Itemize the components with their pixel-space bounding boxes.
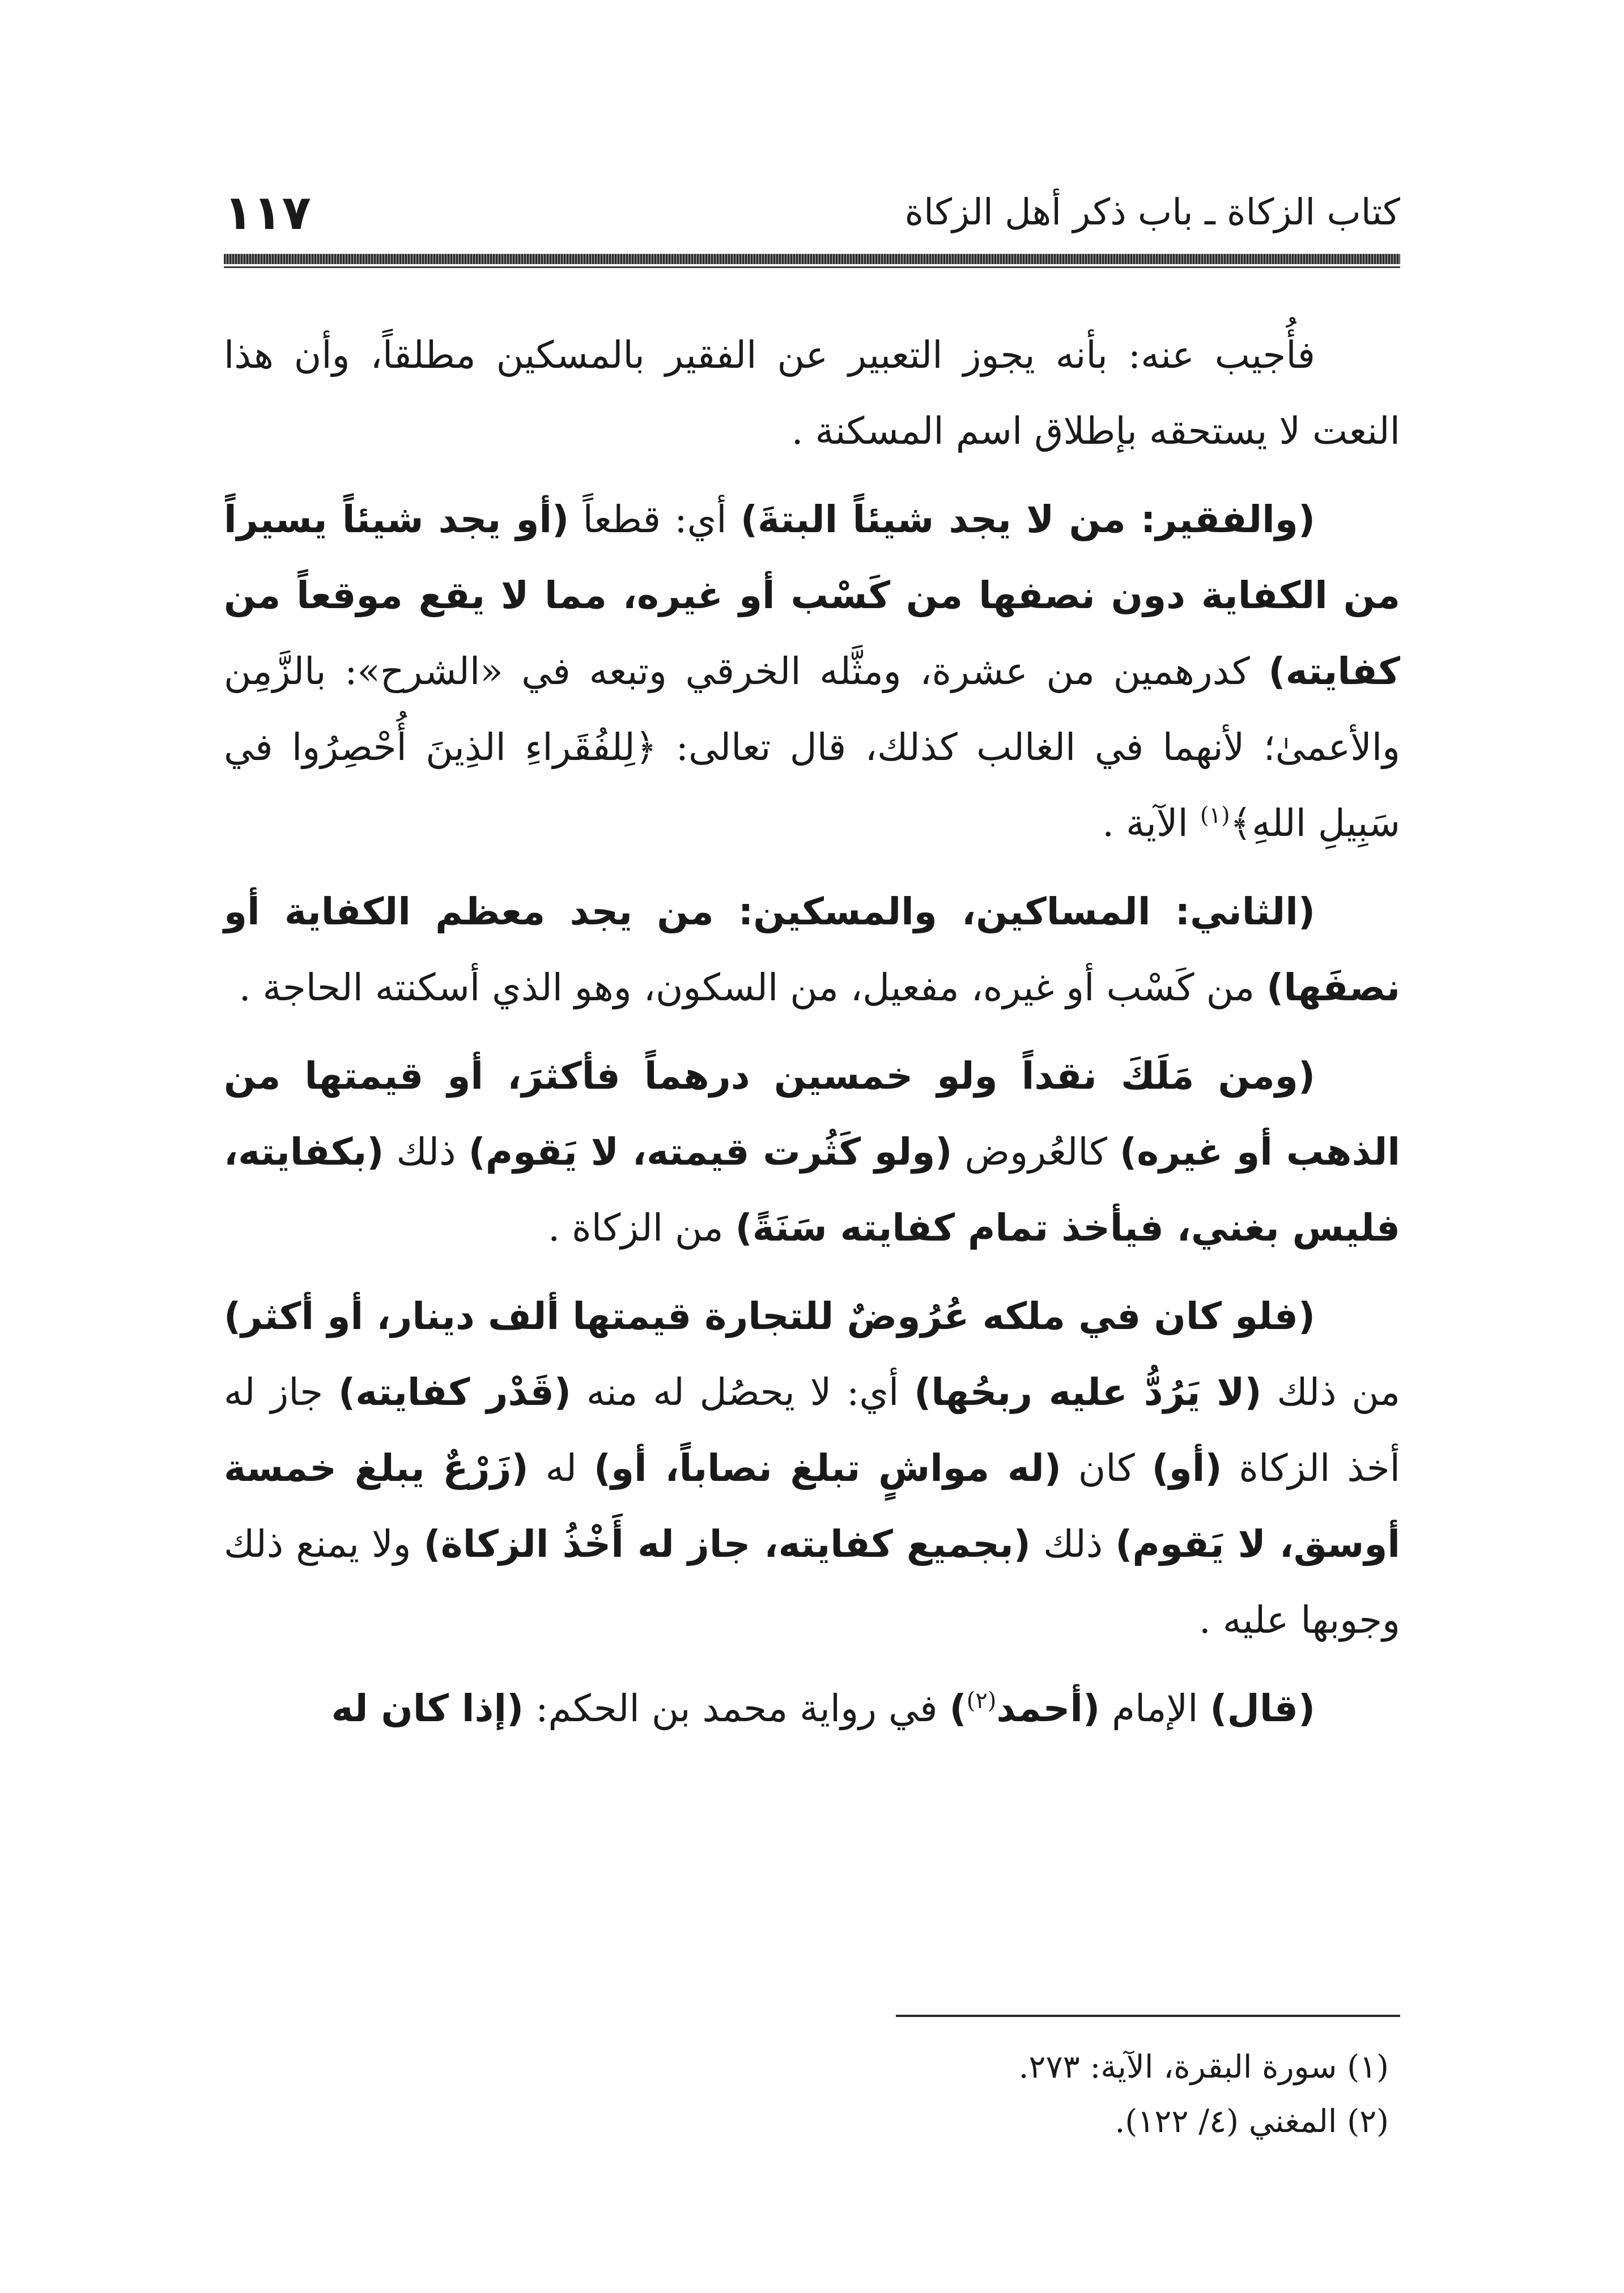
text-run: أي: قطعاً <box>569 498 741 541</box>
paragraph-4 <box>224 1038 1400 1266</box>
text-run: ذلك <box>384 1130 469 1174</box>
page-number: ١١٧ <box>224 185 311 240</box>
text-run: ذلك <box>1030 1522 1116 1566</box>
footnote-ref-1: (١) <box>1200 802 1230 829</box>
footnote-2: (٢) المغني (٤/ ١٢٢). <box>1115 2103 1389 2140</box>
matn-run: (له مواشٍ تبلغ نصاباً، أو) <box>593 1446 1061 1490</box>
text-run: فأُجيب عنه: بأنه يجوز التعبير عن الفقير بالمسكين مطلقاً، وأن هذا النعت لا يستحقه بإطلاق اسم المسكنة . <box>224 333 1400 453</box>
matn-run: (أحمد <box>996 1687 1100 1730</box>
text-run: الآية . <box>1102 801 1200 845</box>
text-run: له <box>528 1446 594 1490</box>
matn-run: (ولو كَثُرت قيمته، لا يَقوم) <box>468 1130 953 1174</box>
footnotes <box>224 2040 1400 2149</box>
page-header <box>224 181 1400 244</box>
matn-run: (قَدْر كفايته) <box>338 1370 571 1414</box>
matn-run: (أو) <box>1151 1446 1222 1490</box>
text-run: جاز له أخذ الزكاة <box>224 1370 1401 1490</box>
text-run: كدرهمين من عشرة، ومثَّله الخرقي وتبعه في «الشرح»: بالزَّمِن والأعمىٰ؛ لأنهما في الغالب كذلك، قال تعالى: ﴿لِلفُقَراءِ الذِينَ أُحْصِرُوا في سَبِيلِ اللهِ﴾ <box>224 649 1400 845</box>
text-run: كالعُروض <box>952 1130 1120 1174</box>
header-rule-thin <box>224 266 1400 268</box>
paragraph-1 <box>224 317 1400 469</box>
matn-run: (فلو كان في ملكه عُرُوضٌ للتجارة قيمتها ألف دينار، أو أكثر) <box>224 1294 1315 1338</box>
text-run: أي: لا يحصُل له منه <box>571 1370 915 1414</box>
text-run: الإمام <box>1100 1687 1210 1730</box>
matn-run: (زَرْعٌ يبلغ خمسة أوسق، لا يَقوم) <box>224 1446 1400 1566</box>
text-run: من الزكاة . <box>548 1206 736 1250</box>
matn-run: (والفقير: من لا يجد شيئاً البتةَ) <box>740 498 1315 541</box>
matn-run: (الثاني: المساكين، والمسكين: من يجد معظم الكفاية أو نصفَها) <box>224 890 1400 1009</box>
matn-run: (أو يجد شيئاً يسيراً من الكفاية دون نصفها من كَسْب أو غيره، مما لا يقع موقعاً من كفايته) <box>224 498 1400 693</box>
matn-run: (بجميع كفايته، جاز له أَخْذُ الزكاة) <box>423 1522 1031 1566</box>
matn-run: (ومن مَلَكَ نقداً ولو خمسين درهماً فأكثرَ، أو قيمتها من الذهب أو غيره) <box>224 1054 1400 1174</box>
text-run: من ذلك <box>1261 1370 1400 1414</box>
footnote-rule <box>896 2015 1400 2017</box>
text-run: ولا يمنع ذلك وجوبها عليه . <box>224 1522 1400 1642</box>
text-run: في رواية محمد بن الحكم: <box>524 1687 950 1730</box>
text-run: كان <box>1061 1446 1152 1490</box>
paragraph-2 <box>224 482 1400 861</box>
header-rule <box>224 254 1400 264</box>
running-title: كتاب الزكاة ـ باب ذكر أهل الزكاة <box>904 192 1400 233</box>
matn-run: ) <box>949 1687 967 1730</box>
matn-run: (إذا كان له <box>331 1687 524 1730</box>
matn-run: (قال) <box>1210 1687 1315 1730</box>
paragraph-3 <box>224 874 1400 1026</box>
paragraph-5 <box>224 1279 1400 1658</box>
matn-run: (لا يَرُدُّ عليه ربحُها) <box>914 1370 1262 1414</box>
footnote-1: (١) سورة البقرة، الآية: ٢٧٣. <box>1018 2049 1389 2086</box>
matn-run: (بكفايته، فليس بغني، فيأخذ تمام كفايته سَنَةً) <box>224 1130 1400 1250</box>
main-text <box>224 317 1400 1759</box>
paragraph-6 <box>224 1671 1400 1747</box>
footnote-ref-2: (٢) <box>966 1688 997 1714</box>
text-run: من كَسْب أو غيره، مفعيل، من السكون، وهو الذي أسكنته الحاجة . <box>239 966 1267 1009</box>
